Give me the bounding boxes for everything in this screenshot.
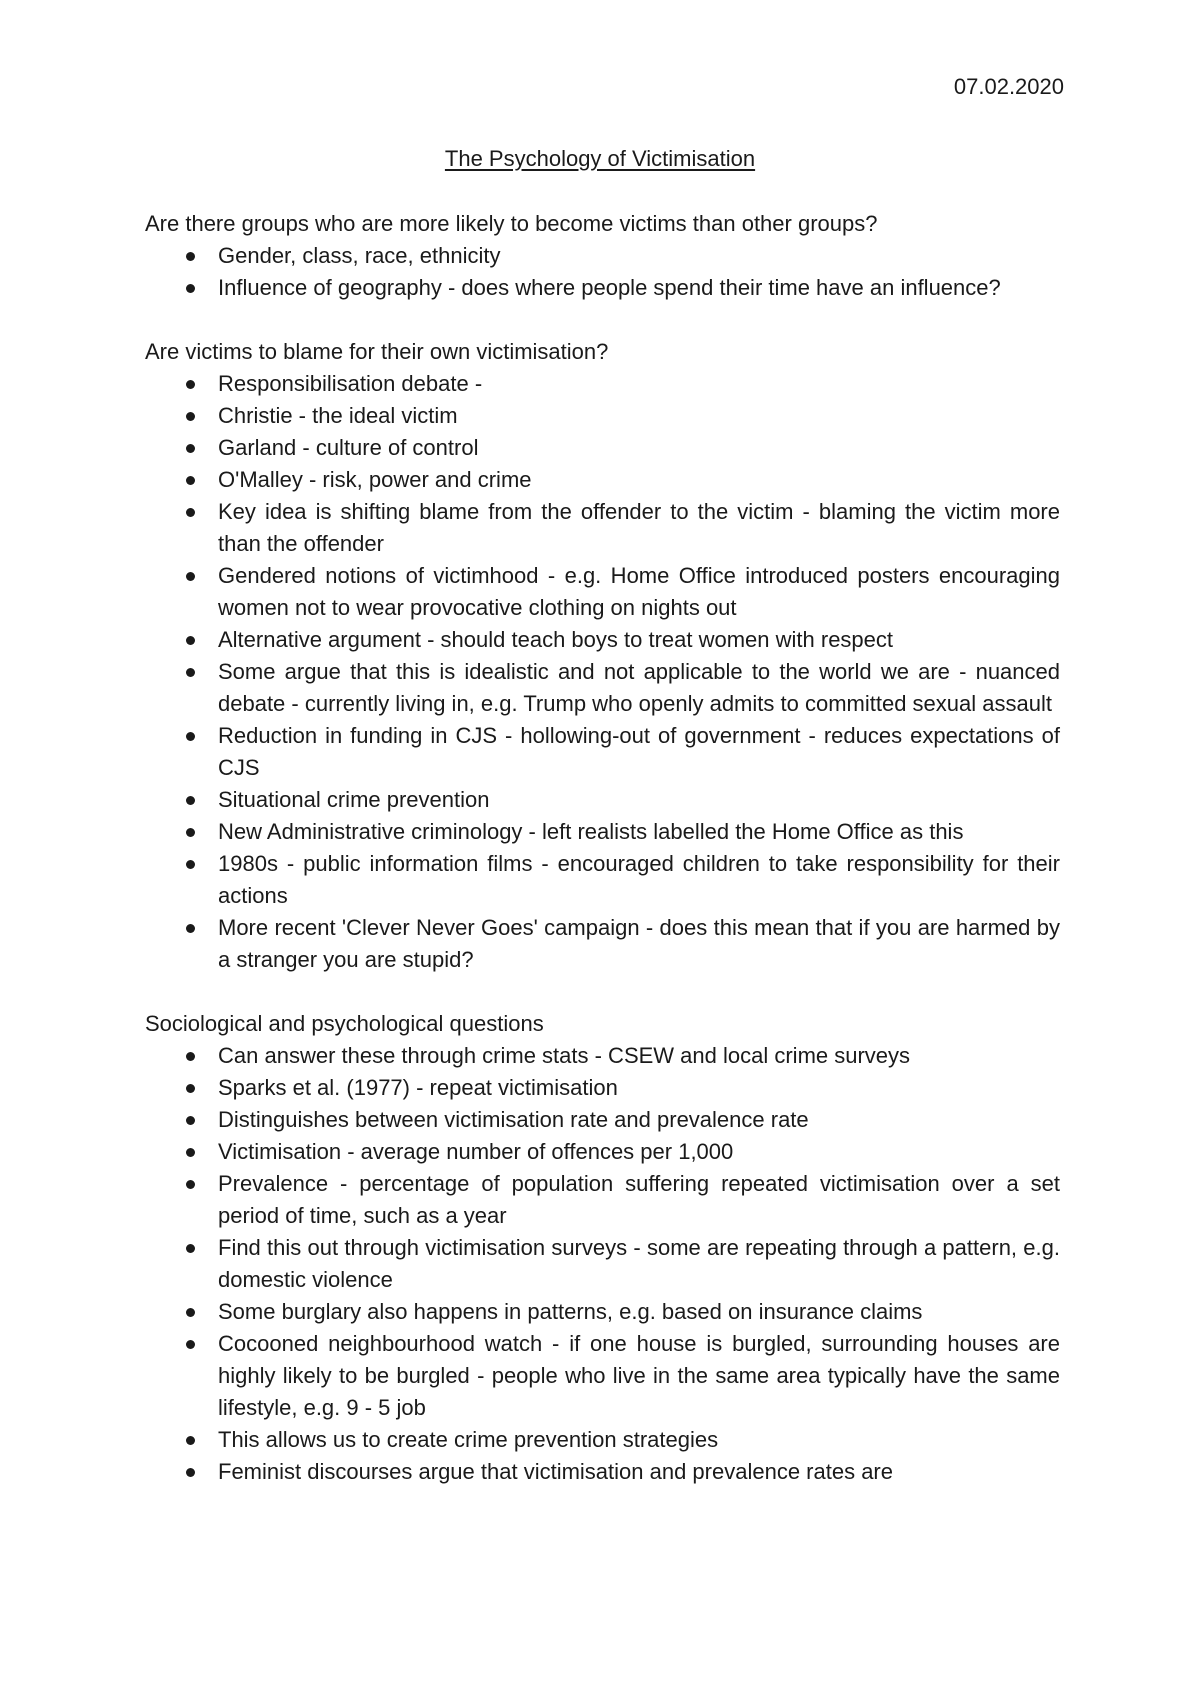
bullet-list: [145, 368, 1060, 976]
bullet-item: [145, 1168, 1060, 1232]
bullet-text: Prevalence - percentage of population suffering repeated victimisation over a set period of time, such as a year: [218, 1171, 1060, 1228]
bullet-item: [145, 1072, 1060, 1104]
bullet-icon: [186, 1308, 195, 1317]
section-heading: Sociological and psychological questions: [145, 1011, 544, 1036]
bullet-text: More recent 'Clever Never Goes' campaign - does this mean that if you are harmed by a stranger you are stupid?: [218, 915, 1060, 972]
bullet-text: New Administrative criminology - left realists labelled the Home Office as this: [218, 819, 964, 844]
bullet-icon: [186, 412, 195, 421]
bullet-item: [145, 432, 1060, 464]
bullet-icon: [186, 444, 195, 453]
bullet-item: [145, 560, 1060, 624]
bullet-item: [145, 1296, 1060, 1328]
bullet-text: Sparks et al. (1977) - repeat victimisation: [218, 1075, 618, 1100]
bullet-item: [145, 1232, 1060, 1296]
bullet-text: O'Malley - risk, power and crime: [218, 467, 532, 492]
bullet-item: [145, 1040, 1060, 1072]
bullet-icon: [186, 636, 195, 645]
bullet-icon: [186, 1148, 195, 1157]
bullet-text: Find this out through victimisation surveys - some are repeating through a pattern, e.g. domestic violence: [218, 1235, 1060, 1292]
bullet-item: [145, 848, 1060, 912]
bullet-icon: [186, 828, 195, 837]
bullet-icon: [186, 732, 195, 741]
bullet-item: [145, 1136, 1060, 1168]
bullet-text: Victimisation - average number of offences per 1,000: [218, 1139, 734, 1164]
bullet-icon: [186, 380, 195, 389]
bullet-icon: [186, 1468, 195, 1477]
bullet-text: Alternative argument - should teach boys to treat women with respect: [218, 627, 894, 652]
document-title-container: [0, 144, 1200, 174]
section-victim-blame: [145, 336, 1060, 976]
bullet-text: Gender, class, race, ethnicity: [218, 243, 501, 268]
bullet-text: Some burglary also happens in patterns, e.g. based on insurance claims: [218, 1299, 923, 1324]
bullet-item: [145, 496, 1060, 560]
bullet-icon: [186, 476, 195, 485]
bullet-icon: [186, 668, 195, 677]
bullet-icon: [186, 1084, 195, 1093]
bullet-text: Cocooned neighbourhood watch - if one house is burgled, surrounding houses are highly likely to be burgled - people who live in the same area typically have the same lifestyle, e.g. 9 - 5 job: [218, 1331, 1060, 1420]
bullet-text: Christie - the ideal victim: [218, 403, 458, 428]
bullet-text: Feminist discourses argue that victimisation and prevalence rates are: [218, 1459, 893, 1484]
section-heading: Are victims to blame for their own victimisation?: [145, 339, 609, 364]
bullet-text: Garland - culture of control: [218, 435, 479, 460]
bullet-item: [145, 656, 1060, 720]
section-victim-groups: [145, 208, 1060, 304]
bullet-text: 1980s - public information films - encouraged children to take responsibility for their actions: [218, 851, 1060, 908]
bullet-text: Reduction in funding in CJS - hollowing-out of government - reduces expectations of CJS: [218, 723, 1060, 780]
bullet-item: [145, 720, 1060, 784]
bullet-list: [145, 240, 1060, 304]
bullet-text: Influence of geography - does where people spend their time have an influence?: [218, 275, 1001, 300]
bullet-item: [145, 784, 1060, 816]
bullet-item: [145, 1328, 1060, 1424]
bullet-icon: [186, 1340, 195, 1349]
document-title: The Psychology of Victimisation: [444, 146, 756, 171]
bullet-icon: [186, 1052, 195, 1061]
bullet-text: Gendered notions of victimhood - e.g. Home Office introduced posters encouraging women not to wear provocative clothing on nights out: [218, 563, 1060, 620]
section-heading: Are there groups who are more likely to become victims than other groups?: [145, 211, 878, 236]
bullet-item: [145, 1104, 1060, 1136]
bullet-icon: [186, 284, 195, 293]
bullet-item: [145, 368, 1060, 400]
bullet-item: [145, 400, 1060, 432]
bullet-icon: [186, 1180, 195, 1189]
bullet-icon: [186, 1116, 195, 1125]
bullet-text: Can answer these through crime stats - CSEW and local crime surveys: [218, 1043, 911, 1068]
bullet-text: Situational crime prevention: [218, 787, 490, 812]
bullet-icon: [186, 1436, 195, 1445]
bullet-text: Responsibilisation debate -: [218, 371, 483, 396]
document-body: [145, 208, 1060, 1488]
bullet-item: [145, 1424, 1060, 1456]
bullet-icon: [186, 796, 195, 805]
section-sociological-questions: [145, 1008, 1060, 1488]
bullet-icon: [186, 924, 195, 933]
bullet-icon: [186, 252, 195, 261]
bullet-item: [145, 624, 1060, 656]
bullet-icon: [186, 508, 195, 517]
bullet-list: [145, 1040, 1060, 1488]
bullet-item: [145, 464, 1060, 496]
bullet-icon: [186, 860, 195, 869]
bullet-text: This allows us to create crime prevention strategies: [218, 1427, 719, 1452]
bullet-item: [145, 912, 1060, 976]
document-date: 07.02.2020: [953, 74, 1064, 99]
bullet-item: [145, 1456, 1060, 1488]
bullet-text: Some argue that this is idealistic and not applicable to the world we are - nuanced debate - currently living in, e.g. Trump who openly admits to committed sexual assault: [218, 659, 1060, 716]
bullet-item: [145, 816, 1060, 848]
bullet-text: Distinguishes between victimisation rate and prevalence rate: [218, 1107, 809, 1132]
bullet-item: [145, 272, 1060, 304]
bullet-item: [145, 240, 1060, 272]
bullet-icon: [186, 572, 195, 581]
bullet-text: Key idea is shifting blame from the offender to the victim - blaming the victim more than the offender: [218, 499, 1060, 556]
bullet-icon: [186, 1244, 195, 1253]
